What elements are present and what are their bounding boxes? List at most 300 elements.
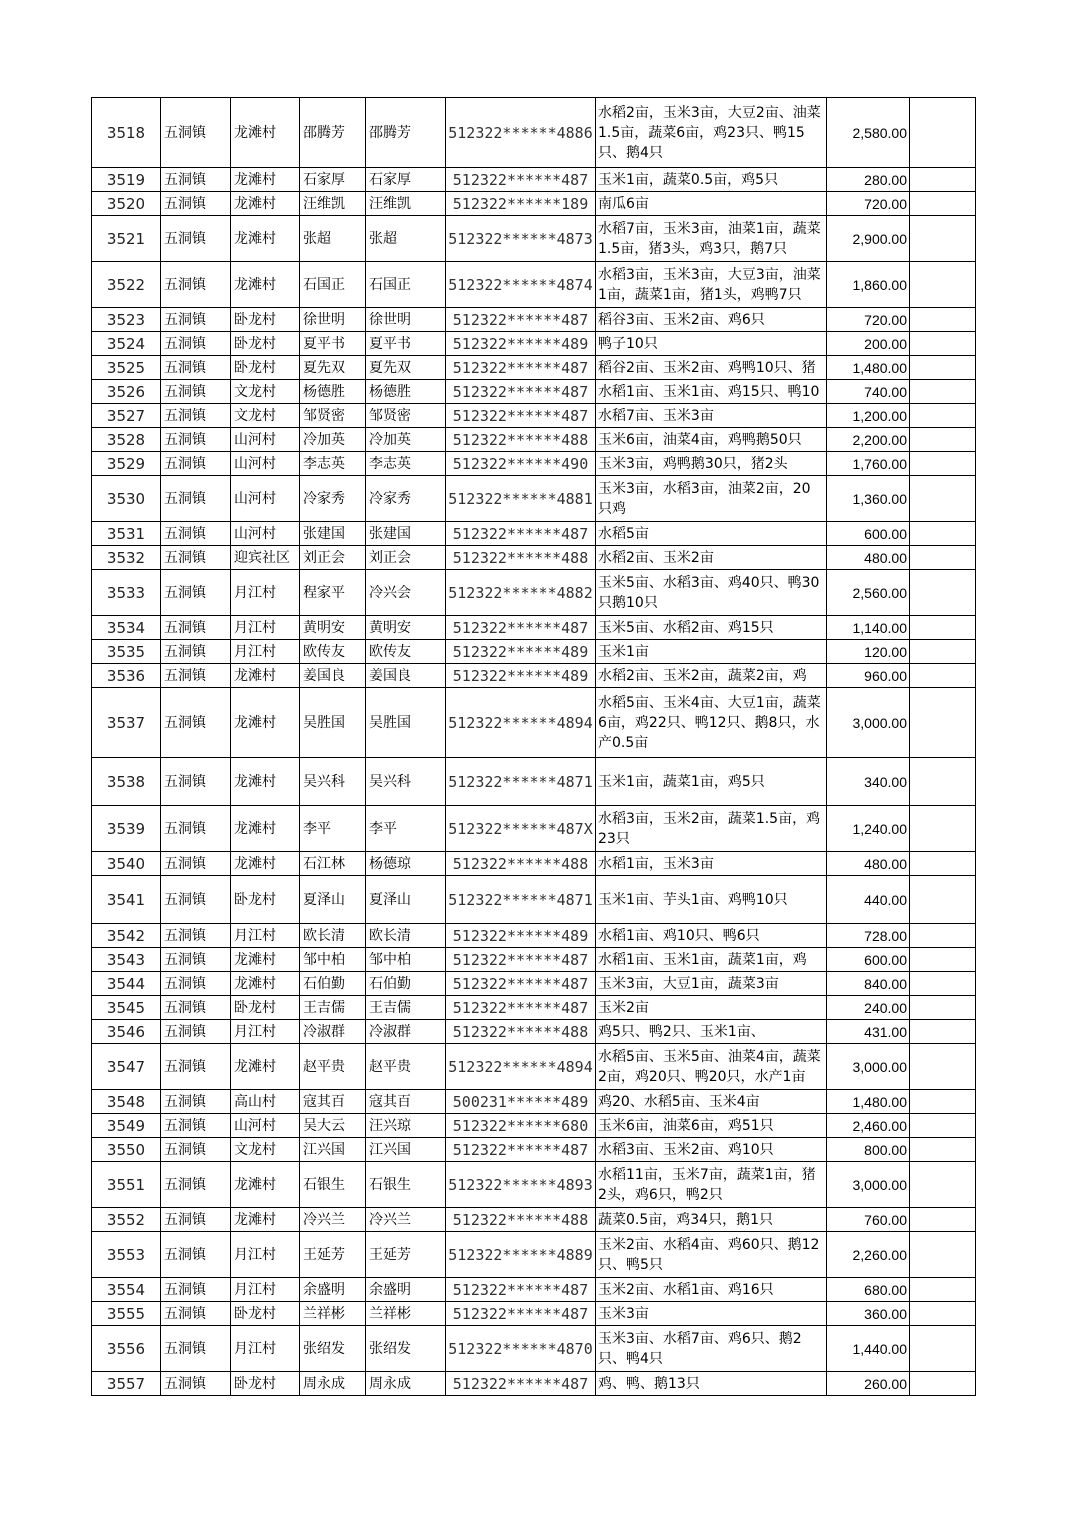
- village-cell: 卧龙村: [231, 1302, 300, 1326]
- table-row: [92, 948, 976, 972]
- town-cell: 五洞镇: [161, 168, 231, 192]
- production-description-cell: 水稻2亩、玉米2亩，蔬菜2亩，鸡: [596, 664, 827, 688]
- table-row: [92, 570, 976, 616]
- household-name-cell: 邵腾芳: [300, 98, 366, 168]
- amount-cell: 1,440.00: [827, 1326, 910, 1372]
- remarks-cell: [910, 216, 976, 262]
- remarks-cell: [910, 1232, 976, 1278]
- id-number-cell: 512322******487: [446, 1278, 596, 1302]
- household-name-cell: 邹中柏: [300, 948, 366, 972]
- id-number-cell: 512322******488: [446, 1208, 596, 1232]
- serial-number-cell: 3555: [92, 1302, 161, 1326]
- town-cell: 五洞镇: [161, 380, 231, 404]
- serial-number-cell: 3518: [92, 98, 161, 168]
- production-description-cell: 水稻1亩、玉米1亩，蔬菜1亩，鸡: [596, 948, 827, 972]
- amount-cell: 1,480.00: [827, 1090, 910, 1114]
- town-cell: 五洞镇: [161, 924, 231, 948]
- town-cell: 五洞镇: [161, 192, 231, 216]
- amount-cell: 480.00: [827, 546, 910, 570]
- village-cell: 山河村: [231, 1114, 300, 1138]
- town-cell: 五洞镇: [161, 1372, 231, 1396]
- serial-number-cell: 3529: [92, 452, 161, 476]
- town-cell: 五洞镇: [161, 948, 231, 972]
- serial-number-cell: 3522: [92, 262, 161, 308]
- serial-number-cell: 3528: [92, 428, 161, 452]
- village-cell: 山河村: [231, 428, 300, 452]
- table-row: [92, 806, 976, 852]
- id-number-cell: 512322******4873: [446, 216, 596, 262]
- remarks-cell: [910, 948, 976, 972]
- remarks-cell: [910, 688, 976, 758]
- payee-name-cell: 邵腾芳: [366, 98, 446, 168]
- serial-number-cell: 3543: [92, 948, 161, 972]
- household-name-cell: 杨德胜: [300, 380, 366, 404]
- production-description-cell: 水稻1亩、鸡10只、鸭6只: [596, 924, 827, 948]
- serial-number-cell: 3523: [92, 308, 161, 332]
- household-name-cell: 冷家秀: [300, 476, 366, 522]
- production-description-cell: 水稻3亩，玉米2亩，蔬菜1.5亩，鸡23只: [596, 806, 827, 852]
- household-name-cell: 夏先双: [300, 356, 366, 380]
- id-number-cell: 512322******487X: [446, 806, 596, 852]
- production-description-cell: 水稻1亩，玉米3亩: [596, 852, 827, 876]
- table-row: [92, 758, 976, 806]
- payee-name-cell: 王延芳: [366, 1232, 446, 1278]
- serial-number-cell: 3547: [92, 1044, 161, 1090]
- table-row: [92, 1044, 976, 1090]
- amount-cell: 1,200.00: [827, 404, 910, 428]
- id-number-cell: 512322******487: [446, 616, 596, 640]
- table-row: [92, 852, 976, 876]
- town-cell: 五洞镇: [161, 996, 231, 1020]
- remarks-cell: [910, 1114, 976, 1138]
- production-description-cell: 水稻1亩、玉米1亩、鸡15只、鸭10: [596, 380, 827, 404]
- household-name-cell: 冷兴兰: [300, 1208, 366, 1232]
- household-name-cell: 汪维凯: [300, 192, 366, 216]
- village-cell: 龙滩村: [231, 948, 300, 972]
- village-cell: 迎宾社区: [231, 546, 300, 570]
- amount-cell: 200.00: [827, 332, 910, 356]
- serial-number-cell: 3519: [92, 168, 161, 192]
- serial-number-cell: 3552: [92, 1208, 161, 1232]
- id-number-cell: 512322******487: [446, 1138, 596, 1162]
- town-cell: 五洞镇: [161, 1208, 231, 1232]
- serial-number-cell: 3535: [92, 640, 161, 664]
- payee-name-cell: 杨德琼: [366, 852, 446, 876]
- id-number-cell: 512322******487: [446, 972, 596, 996]
- town-cell: 五洞镇: [161, 1090, 231, 1114]
- id-number-cell: 512322******4894: [446, 688, 596, 758]
- table-row: [92, 876, 976, 924]
- serial-number-cell: 3557: [92, 1372, 161, 1396]
- serial-number-cell: 3530: [92, 476, 161, 522]
- town-cell: 五洞镇: [161, 452, 231, 476]
- amount-cell: 740.00: [827, 380, 910, 404]
- amount-cell: 3,000.00: [827, 1044, 910, 1090]
- household-name-cell: 兰祥彬: [300, 1302, 366, 1326]
- production-description-cell: 水稻7亩、玉米3亩: [596, 404, 827, 428]
- serial-number-cell: 3550: [92, 1138, 161, 1162]
- id-number-cell: 512322******487: [446, 356, 596, 380]
- amount-cell: 1,760.00: [827, 452, 910, 476]
- village-cell: 龙滩村: [231, 192, 300, 216]
- household-name-cell: 石江林: [300, 852, 366, 876]
- production-description-cell: 南瓜6亩: [596, 192, 827, 216]
- household-name-cell: 江兴国: [300, 1138, 366, 1162]
- payee-name-cell: 兰祥彬: [366, 1302, 446, 1326]
- household-name-cell: 王吉儒: [300, 996, 366, 1020]
- payee-name-cell: 石伯勤: [366, 972, 446, 996]
- payee-name-cell: 黄明安: [366, 616, 446, 640]
- serial-number-cell: 3554: [92, 1278, 161, 1302]
- id-number-cell: 512322******4882: [446, 570, 596, 616]
- village-cell: 月江村: [231, 570, 300, 616]
- payee-name-cell: 徐世明: [366, 308, 446, 332]
- village-cell: 龙滩村: [231, 664, 300, 688]
- serial-number-cell: 3551: [92, 1162, 161, 1208]
- household-name-cell: 寇其百: [300, 1090, 366, 1114]
- town-cell: 五洞镇: [161, 876, 231, 924]
- amount-cell: 840.00: [827, 972, 910, 996]
- town-cell: 五洞镇: [161, 1302, 231, 1326]
- household-name-cell: 吴兴科: [300, 758, 366, 806]
- household-name-cell: 吴大云: [300, 1114, 366, 1138]
- town-cell: 五洞镇: [161, 404, 231, 428]
- id-number-cell: 512322******680: [446, 1114, 596, 1138]
- town-cell: 五洞镇: [161, 546, 231, 570]
- payee-name-cell: 周永成: [366, 1372, 446, 1396]
- production-description-cell: 稻谷3亩、玉米2亩、鸡6只: [596, 308, 827, 332]
- village-cell: 卧龙村: [231, 1372, 300, 1396]
- id-number-cell: 512322******489: [446, 332, 596, 356]
- household-name-cell: 石国正: [300, 262, 366, 308]
- household-name-cell: 李志英: [300, 452, 366, 476]
- production-description-cell: 玉米2亩: [596, 996, 827, 1020]
- remarks-cell: [910, 758, 976, 806]
- town-cell: 五洞镇: [161, 616, 231, 640]
- serial-number-cell: 3544: [92, 972, 161, 996]
- village-cell: 月江村: [231, 924, 300, 948]
- town-cell: 五洞镇: [161, 806, 231, 852]
- serial-number-cell: 3556: [92, 1326, 161, 1372]
- id-number-cell: 512322******487: [446, 1302, 596, 1326]
- table-row: [92, 1326, 976, 1372]
- id-number-cell: 512322******487: [446, 380, 596, 404]
- remarks-cell: [910, 1090, 976, 1114]
- serial-number-cell: 3525: [92, 356, 161, 380]
- production-description-cell: 水稻2亩、玉米2亩: [596, 546, 827, 570]
- amount-cell: 240.00: [827, 996, 910, 1020]
- payee-name-cell: 王吉儒: [366, 996, 446, 1020]
- remarks-cell: [910, 1278, 976, 1302]
- serial-number-cell: 3532: [92, 546, 161, 570]
- household-name-cell: 邹贤密: [300, 404, 366, 428]
- village-cell: 月江村: [231, 1326, 300, 1372]
- serial-number-cell: 3553: [92, 1232, 161, 1278]
- id-number-cell: 512322******487: [446, 168, 596, 192]
- serial-number-cell: 3538: [92, 758, 161, 806]
- production-description-cell: 稻谷2亩、玉米2亩、鸡鸭10只、猪: [596, 356, 827, 380]
- table-row: [92, 1372, 976, 1396]
- village-cell: 文龙村: [231, 1138, 300, 1162]
- production-description-cell: 水稻5亩: [596, 522, 827, 546]
- table-row: [92, 1208, 976, 1232]
- payee-name-cell: 姜国良: [366, 664, 446, 688]
- table-row: [92, 1302, 976, 1326]
- id-number-cell: 512322******4886: [446, 98, 596, 168]
- remarks-cell: [910, 428, 976, 452]
- household-name-cell: 欧长清: [300, 924, 366, 948]
- serial-number-cell: 3545: [92, 996, 161, 1020]
- village-cell: 山河村: [231, 452, 300, 476]
- household-name-cell: 夏平书: [300, 332, 366, 356]
- village-cell: 月江村: [231, 616, 300, 640]
- production-description-cell: 玉米2亩、水稻1亩、鸡16只: [596, 1278, 827, 1302]
- payee-name-cell: 吴胜国: [366, 688, 446, 758]
- payee-name-cell: 冷家秀: [366, 476, 446, 522]
- serial-number-cell: 3534: [92, 616, 161, 640]
- payee-name-cell: 石家厚: [366, 168, 446, 192]
- production-description-cell: 玉米6亩，油菜4亩，鸡鸭鹅50只: [596, 428, 827, 452]
- serial-number-cell: 3549: [92, 1114, 161, 1138]
- village-cell: 月江村: [231, 1232, 300, 1278]
- production-description-cell: 玉米3亩、水稻7亩、鸡6只、鹅2只、鸭4只: [596, 1326, 827, 1372]
- village-cell: 文龙村: [231, 404, 300, 428]
- id-number-cell: 512322******4893: [446, 1162, 596, 1208]
- town-cell: 五洞镇: [161, 428, 231, 452]
- remarks-cell: [910, 308, 976, 332]
- id-number-cell: 512322******488: [446, 1020, 596, 1044]
- table-body: [92, 98, 976, 1396]
- village-cell: 龙滩村: [231, 688, 300, 758]
- serial-number-cell: 3541: [92, 876, 161, 924]
- town-cell: 五洞镇: [161, 688, 231, 758]
- production-description-cell: 水稻2亩，玉米3亩，大豆2亩、油菜1.5亩，蔬菜6亩，鸡23只、鸭15只、鹅4只: [596, 98, 827, 168]
- amount-cell: 1,480.00: [827, 356, 910, 380]
- serial-number-cell: 3542: [92, 924, 161, 948]
- remarks-cell: [910, 996, 976, 1020]
- village-cell: 月江村: [231, 1278, 300, 1302]
- id-number-cell: 512322******489: [446, 664, 596, 688]
- payee-name-cell: 江兴国: [366, 1138, 446, 1162]
- remarks-cell: [910, 1326, 976, 1372]
- remarks-cell: [910, 546, 976, 570]
- production-description-cell: 玉米5亩、水稻2亩、鸡15只: [596, 616, 827, 640]
- amount-cell: 2,200.00: [827, 428, 910, 452]
- production-description-cell: 水稻3亩、玉米2亩、鸡10只: [596, 1138, 827, 1162]
- amount-cell: 1,140.00: [827, 616, 910, 640]
- table-row: [92, 1232, 976, 1278]
- payee-name-cell: 刘正会: [366, 546, 446, 570]
- payee-name-cell: 冷兴会: [366, 570, 446, 616]
- household-name-cell: 徐世明: [300, 308, 366, 332]
- serial-number-cell: 3526: [92, 380, 161, 404]
- production-description-cell: 玉米3亩，鸡鸭鹅30只，猪2头: [596, 452, 827, 476]
- table-row: [92, 1278, 976, 1302]
- id-number-cell: 512322******4870: [446, 1326, 596, 1372]
- household-name-cell: 夏泽山: [300, 876, 366, 924]
- table-row: [92, 168, 976, 192]
- table-row: [92, 428, 976, 452]
- town-cell: 五洞镇: [161, 1044, 231, 1090]
- production-description-cell: 水稻3亩，玉米3亩，大豆3亩，油菜1亩，蔬菜1亩，猪1头，鸡鸭7只: [596, 262, 827, 308]
- table-row: [92, 216, 976, 262]
- village-cell: 月江村: [231, 1020, 300, 1044]
- id-number-cell: 512322******487: [446, 308, 596, 332]
- household-name-cell: 欧传友: [300, 640, 366, 664]
- household-name-cell: 吴胜国: [300, 688, 366, 758]
- table-row: [92, 688, 976, 758]
- production-description-cell: 水稻7亩，玉米3亩，油菜1亩，蔬菜1.5亩，猪3头，鸡3只，鹅7只: [596, 216, 827, 262]
- amount-cell: 360.00: [827, 1302, 910, 1326]
- amount-cell: 1,240.00: [827, 806, 910, 852]
- amount-cell: 340.00: [827, 758, 910, 806]
- production-description-cell: 鸡20、水稻5亩、玉米4亩: [596, 1090, 827, 1114]
- serial-number-cell: 3546: [92, 1020, 161, 1044]
- household-name-cell: 石家厚: [300, 168, 366, 192]
- amount-cell: 1,860.00: [827, 262, 910, 308]
- village-cell: 龙滩村: [231, 262, 300, 308]
- table-row: [92, 476, 976, 522]
- village-cell: 卧龙村: [231, 876, 300, 924]
- payee-name-cell: 欧长清: [366, 924, 446, 948]
- payee-name-cell: 李平: [366, 806, 446, 852]
- remarks-cell: [910, 452, 976, 476]
- amount-cell: 431.00: [827, 1020, 910, 1044]
- town-cell: 五洞镇: [161, 1020, 231, 1044]
- town-cell: 五洞镇: [161, 262, 231, 308]
- id-number-cell: 512322******488: [446, 428, 596, 452]
- amount-cell: 440.00: [827, 876, 910, 924]
- table-row: [92, 404, 976, 428]
- village-cell: 山河村: [231, 476, 300, 522]
- village-cell: 月江村: [231, 640, 300, 664]
- household-name-cell: 张绍发: [300, 1326, 366, 1372]
- payee-name-cell: 张建国: [366, 522, 446, 546]
- village-cell: 山河村: [231, 522, 300, 546]
- remarks-cell: [910, 924, 976, 948]
- town-cell: 五洞镇: [161, 522, 231, 546]
- id-number-cell: 512322******4871: [446, 758, 596, 806]
- id-number-cell: 512322******490: [446, 452, 596, 476]
- remarks-cell: [910, 356, 976, 380]
- id-number-cell: 512322******487: [446, 996, 596, 1020]
- remarks-cell: [910, 522, 976, 546]
- payee-name-cell: 冷淑群: [366, 1020, 446, 1044]
- amount-cell: 600.00: [827, 522, 910, 546]
- payee-name-cell: 夏先双: [366, 356, 446, 380]
- payee-name-cell: 李志英: [366, 452, 446, 476]
- serial-number-cell: 3537: [92, 688, 161, 758]
- payee-name-cell: 邹中柏: [366, 948, 446, 972]
- household-name-cell: 赵平贵: [300, 1044, 366, 1090]
- payee-name-cell: 余盛明: [366, 1278, 446, 1302]
- remarks-cell: [910, 972, 976, 996]
- production-description-cell: 鸡、鸭、鹅13只: [596, 1372, 827, 1396]
- amount-cell: 720.00: [827, 192, 910, 216]
- remarks-cell: [910, 806, 976, 852]
- town-cell: 五洞镇: [161, 664, 231, 688]
- payee-name-cell: 夏平书: [366, 332, 446, 356]
- id-number-cell: 512322******489: [446, 640, 596, 664]
- table-row: [92, 924, 976, 948]
- production-description-cell: 玉米5亩、水稻3亩、鸡40只、鸭30只鹅10只: [596, 570, 827, 616]
- production-description-cell: 水稻5亩、玉米4亩、大豆1亩，蔬菜6亩，鸡22只、鸭12只、鹅8只，水产0.5亩: [596, 688, 827, 758]
- table-row: [92, 1138, 976, 1162]
- payee-name-cell: 邹贤密: [366, 404, 446, 428]
- town-cell: 五洞镇: [161, 332, 231, 356]
- production-description-cell: 玉米1亩，蔬菜0.5亩，鸡5只: [596, 168, 827, 192]
- id-number-cell: 512322******4871: [446, 876, 596, 924]
- id-number-cell: 512322******4894: [446, 1044, 596, 1090]
- table-row: [92, 332, 976, 356]
- production-description-cell: 鸡5只、鸭2只、玉米1亩、: [596, 1020, 827, 1044]
- production-description-cell: 玉米2亩、水稻4亩、鸡60只、鹅12只、鸭5只: [596, 1232, 827, 1278]
- amount-cell: 260.00: [827, 1372, 910, 1396]
- household-name-cell: 张建国: [300, 522, 366, 546]
- serial-number-cell: 3520: [92, 192, 161, 216]
- village-cell: 卧龙村: [231, 996, 300, 1020]
- village-cell: 龙滩村: [231, 1162, 300, 1208]
- household-name-cell: 冷加英: [300, 428, 366, 452]
- table-row: [92, 996, 976, 1020]
- id-number-cell: 512322******488: [446, 546, 596, 570]
- village-cell: 高山村: [231, 1090, 300, 1114]
- amount-cell: 600.00: [827, 948, 910, 972]
- town-cell: 五洞镇: [161, 1232, 231, 1278]
- amount-cell: 720.00: [827, 308, 910, 332]
- remarks-cell: [910, 1302, 976, 1326]
- payee-name-cell: 石银生: [366, 1162, 446, 1208]
- amount-cell: 120.00: [827, 640, 910, 664]
- amount-cell: 680.00: [827, 1278, 910, 1302]
- table-row: [92, 972, 976, 996]
- village-cell: 卧龙村: [231, 308, 300, 332]
- payee-name-cell: 寇其百: [366, 1090, 446, 1114]
- table-row: [92, 192, 976, 216]
- household-name-cell: 冷淑群: [300, 1020, 366, 1044]
- table-row: [92, 1020, 976, 1044]
- amount-cell: 480.00: [827, 852, 910, 876]
- remarks-cell: [910, 1020, 976, 1044]
- remarks-cell: [910, 876, 976, 924]
- amount-cell: 280.00: [827, 168, 910, 192]
- village-cell: 文龙村: [231, 380, 300, 404]
- village-cell: 龙滩村: [231, 972, 300, 996]
- village-cell: 龙滩村: [231, 216, 300, 262]
- id-number-cell: 512322******489: [446, 924, 596, 948]
- town-cell: 五洞镇: [161, 852, 231, 876]
- id-number-cell: 512322******487: [446, 948, 596, 972]
- remarks-cell: [910, 476, 976, 522]
- id-number-cell: 512322******4881: [446, 476, 596, 522]
- table-row: [92, 546, 976, 570]
- table-row: [92, 262, 976, 308]
- serial-number-cell: 3533: [92, 570, 161, 616]
- town-cell: 五洞镇: [161, 1326, 231, 1372]
- remarks-cell: [910, 1162, 976, 1208]
- household-name-cell: 程家平: [300, 570, 366, 616]
- payee-name-cell: 汪兴琼: [366, 1114, 446, 1138]
- production-description-cell: 玉米1亩，蔬菜1亩，鸡5只: [596, 758, 827, 806]
- serial-number-cell: 3521: [92, 216, 161, 262]
- table-row: [92, 664, 976, 688]
- production-description-cell: 玉米3亩，水稻3亩，油菜2亩，20只鸡: [596, 476, 827, 522]
- payee-name-cell: 吴兴科: [366, 758, 446, 806]
- table-row: [92, 522, 976, 546]
- amount-cell: 1,360.00: [827, 476, 910, 522]
- village-cell: 龙滩村: [231, 98, 300, 168]
- serial-number-cell: 3524: [92, 332, 161, 356]
